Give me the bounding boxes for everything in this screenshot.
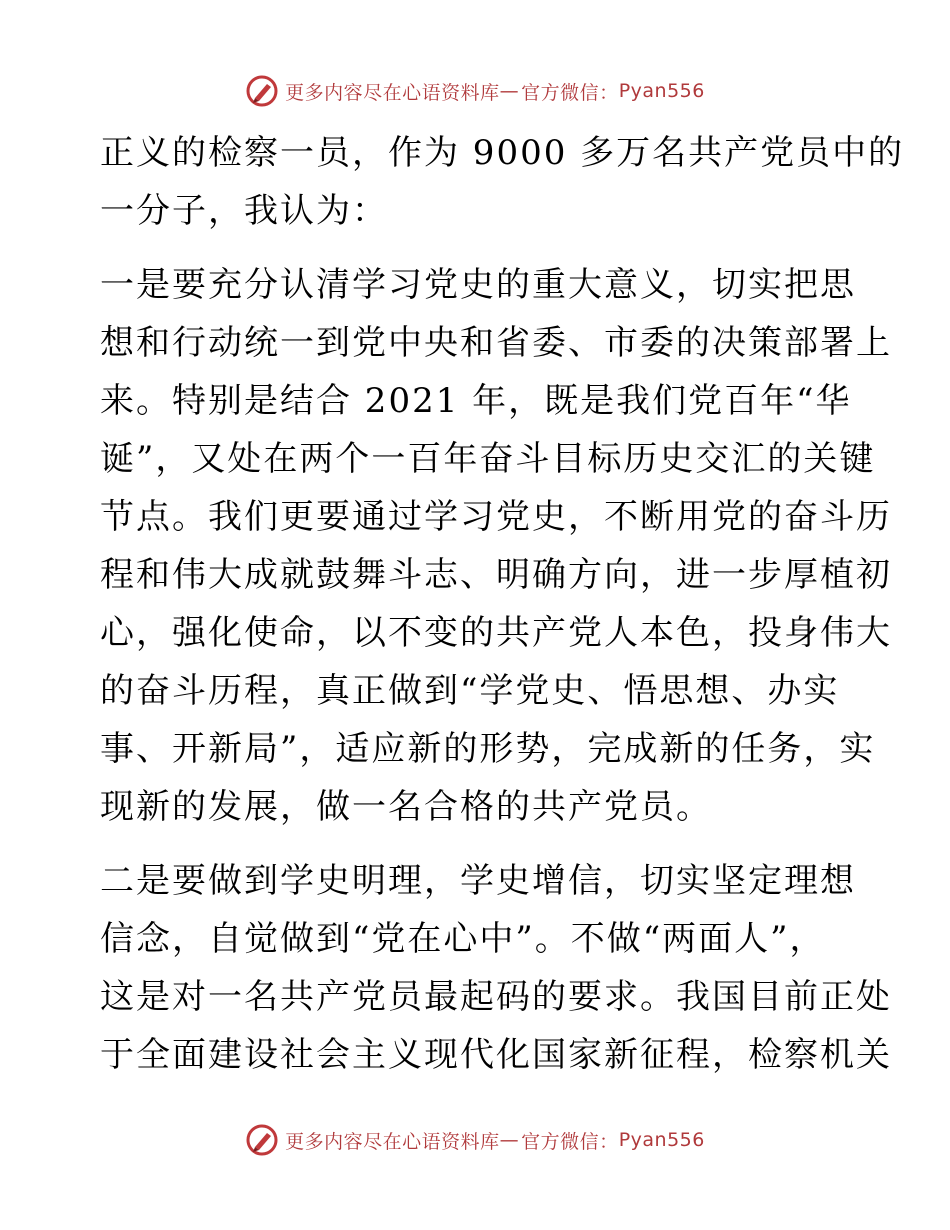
footer-separator: —: [499, 1129, 520, 1151]
header-wechat-label: 官方微信：: [521, 81, 619, 104]
footer-wechat-label: 官方微信：: [521, 1130, 619, 1153]
text-line: 正义的检察一员，作为 9000 多万名共产党员中的: [100, 133, 905, 173]
text-line: 一是要充分认清学习党史的重大意义，切实把思: [100, 265, 856, 305]
text-line: 来。特别是结合 2021 年，既是我们党百年“华: [100, 381, 852, 421]
footer-brand-text: 更多内容尽在心语资料库: [285, 1130, 500, 1153]
pen-logo-icon: [245, 1123, 279, 1157]
text-line: 现新的发展，做一名合格的共产党员。: [100, 787, 712, 827]
text-line: 信念，自觉做到“党在心中”。不做“两面人”，: [100, 919, 826, 959]
text-line: 想和行动统一到党中央和省委、市委的决策部署上: [100, 323, 892, 363]
text-line: 节点。我们更要通过学习党史，不断用党的奋斗历: [100, 497, 892, 537]
pen-logo-icon: [245, 74, 279, 108]
footer-banner: [0, 1120, 950, 1160]
header-separator: —: [499, 80, 520, 102]
text-line: 诞”，又处在两个一百年奋斗目标历史交汇的关键: [100, 439, 876, 479]
text-line: 的奋斗历程，真正做到“学党史、悟思想、办实: [100, 671, 840, 711]
text-line: 一分子，我认为：: [100, 191, 388, 231]
text-line: 二是要做到学史明理，学史增信，切实坚定理想: [100, 861, 856, 901]
header-banner: [0, 71, 950, 111]
text-line: 于全面建设社会主义现代化国家新征程，检察机关: [100, 1035, 892, 1075]
document-body: [100, 124, 905, 1084]
text-line: 这是对一名共产党员最起码的要求。我国目前正处: [100, 977, 892, 1017]
header-brand-text: 更多内容尽在心语资料库: [285, 81, 500, 104]
footer-wechat-id: Pyan556: [618, 1129, 705, 1151]
text-line: 程和伟大成就鼓舞斗志、明确方向，进一步厚植初: [100, 555, 892, 595]
text-line: 心，强化使命，以不变的共产党人本色，投身伟大: [100, 613, 892, 653]
paragraph-gap: [100, 240, 852, 256]
paragraph-gap: [100, 836, 852, 852]
header-wechat-id: Pyan556: [618, 80, 705, 102]
text-line: 事、开新局”，适应新的形势，完成新的任务，实: [100, 729, 876, 769]
